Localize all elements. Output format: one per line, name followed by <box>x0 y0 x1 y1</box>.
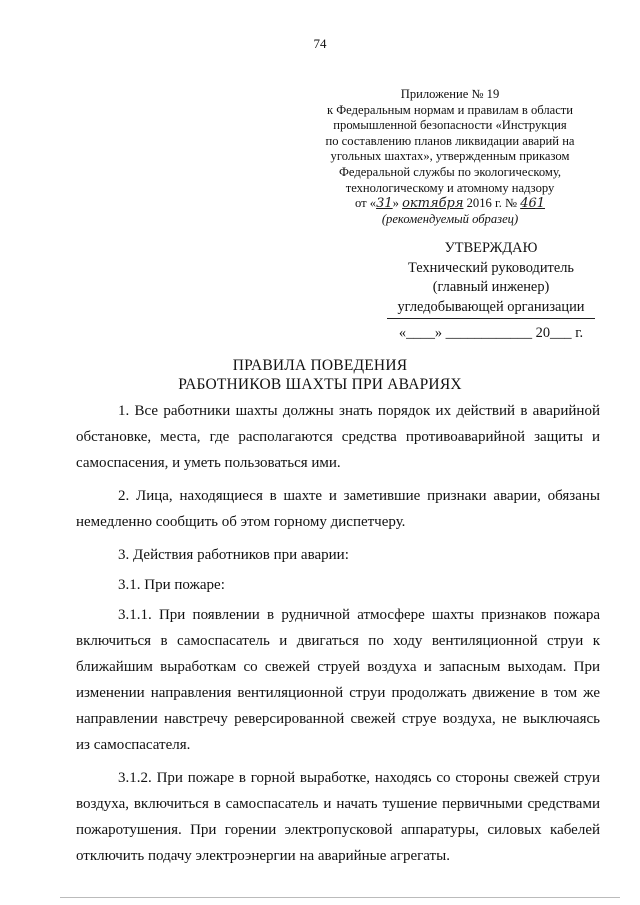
approval-line: угледобывающей организации <box>397 298 585 315</box>
appendix-block <box>300 87 600 227</box>
paragraph: 3.1.1. При появлении в рудничной атмосфере шахты признаков пожара включиться в самоспасатель и двигаться по ходу вентиляционной струи к ближайшим выработкам со свежей струей воздуха и запасным выходам. При изменении направления вентиляционной струи продолжать движение в том же направлении навстречу реверсированной свежей струе воздуха, не выключаясь из самоспасателя. <box>76 607 600 753</box>
approval-line: Технический руководитель <box>408 259 574 276</box>
page-number: 74 <box>313 36 327 51</box>
paragraph: 2. Лица, находящиеся в шахте и заметившие признаки аварии, обязаны немедленно сообщить об этом горному диспетчеру. <box>76 488 600 530</box>
order-date-line <box>300 196 600 212</box>
sample-note: (рекомендуемый образец) <box>381 211 519 226</box>
handwritten-day: 31 <box>376 196 393 212</box>
handwritten-month: октября <box>402 196 464 212</box>
document-title <box>0 356 640 394</box>
title-line-2: РАБОТНИКОВ ШАХТЫ ПРИ АВАРИЯХ <box>178 376 462 393</box>
appendix-line: к Федеральным нормам и правилам в области <box>326 102 574 117</box>
date-year: 2016 г. № <box>466 196 518 211</box>
date-prefix: от « <box>354 196 377 211</box>
approval-line: УТВЕРЖДАЮ <box>444 240 538 256</box>
paragraph: 1. Все работники шахты должны знать порядок их действий в аварийной обстановке, места, где располагаются средства противоаварийной защиты и самоспасения, и уметь пользоваться ими. <box>76 403 600 471</box>
signature-line <box>387 318 595 319</box>
document-body <box>76 398 600 876</box>
approval-line: (главный инженер) <box>432 279 550 295</box>
title-line-1: ПРАВИЛА ПОВЕДЕНИЯ <box>232 357 408 374</box>
handwritten-order-number: 461 <box>520 196 546 212</box>
approval-date: «____» ____________ 20___ г. <box>398 325 584 341</box>
approval-block <box>378 239 604 317</box>
paragraph: 3. Действия работников при аварии: <box>118 547 349 563</box>
appendix-line: технологическому и атомному надзору <box>345 180 555 195</box>
paragraph: 3.1. При пожаре: <box>118 577 225 593</box>
appendix-line: промышленной безопасности «Инструкция <box>333 118 567 133</box>
appendix-line: Федеральной службы по экологическому, <box>338 164 562 179</box>
appendix-line: Приложение № 19 <box>400 87 500 101</box>
date-mid: » <box>392 196 399 211</box>
paragraph: 3.1.2. При пожаре в горной выработке, находясь со стороны свежей струи воздуха, включиться в самоспасатель и начать тушение первичными средствами пожаротушения. При горении электропусковой аппаратуры, силовых кабелей отключить подачу электроэнергии на аварийные агрегаты. <box>76 770 600 864</box>
appendix-line: угольных шахтах», утвержденным приказом <box>330 149 570 164</box>
page-bottom-edge <box>60 897 620 898</box>
appendix-line: по составлению планов ликвидации аварий на <box>325 133 575 148</box>
